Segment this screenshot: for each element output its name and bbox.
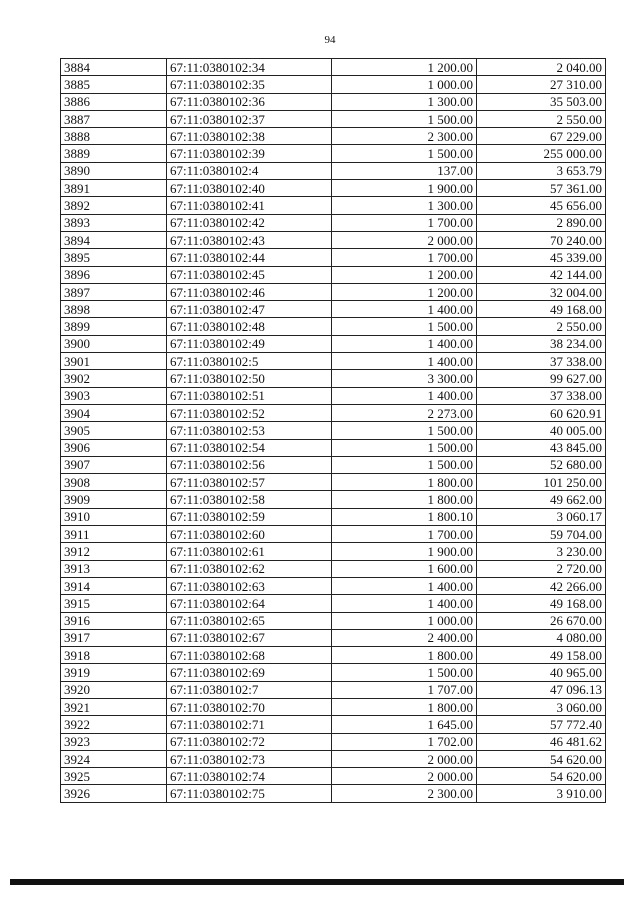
table-row bbox=[61, 664, 606, 681]
value-cell: 2 720.00 bbox=[477, 560, 606, 577]
table-row bbox=[61, 422, 606, 439]
table-row bbox=[61, 353, 606, 370]
value-cell: 2 550.00 bbox=[477, 318, 606, 335]
row-number-cell: 3917 bbox=[61, 629, 167, 646]
cadastral-number-cell: 67:11:0380102:35 bbox=[167, 76, 332, 93]
area-cell: 1 700.00 bbox=[332, 214, 477, 231]
value-cell: 60 620.91 bbox=[477, 404, 606, 421]
value-cell: 46 481.62 bbox=[477, 733, 606, 750]
table-row bbox=[61, 197, 606, 214]
area-cell: 1 000.00 bbox=[332, 612, 477, 629]
area-cell: 3 300.00 bbox=[332, 370, 477, 387]
table-row bbox=[61, 335, 606, 352]
cadastral-number-cell: 67:11:0380102:36 bbox=[167, 93, 332, 110]
area-cell: 2 000.00 bbox=[332, 231, 477, 248]
row-number-cell: 3896 bbox=[61, 266, 167, 283]
row-number-cell: 3889 bbox=[61, 145, 167, 162]
value-cell: 45 656.00 bbox=[477, 197, 606, 214]
cadastral-number-cell: 67:11:0380102:75 bbox=[167, 785, 332, 802]
row-number-cell: 3908 bbox=[61, 474, 167, 491]
area-cell: 1 400.00 bbox=[332, 577, 477, 594]
table-row bbox=[61, 456, 606, 473]
table-row bbox=[61, 612, 606, 629]
value-cell: 42 144.00 bbox=[477, 266, 606, 283]
area-cell: 2 273.00 bbox=[332, 404, 477, 421]
cadastral-number-cell: 67:11:0380102:40 bbox=[167, 180, 332, 197]
value-cell: 3 060.00 bbox=[477, 698, 606, 715]
value-cell: 47 096.13 bbox=[477, 681, 606, 698]
value-cell: 3 910.00 bbox=[477, 785, 606, 802]
table-row bbox=[61, 387, 606, 404]
table-row bbox=[61, 266, 606, 283]
table-row bbox=[61, 681, 606, 698]
value-cell: 67 229.00 bbox=[477, 128, 606, 145]
value-cell: 3 060.17 bbox=[477, 508, 606, 525]
cadastral-number-cell: 67:11:0380102:50 bbox=[167, 370, 332, 387]
value-cell: 54 620.00 bbox=[477, 750, 606, 767]
table-row bbox=[61, 76, 606, 93]
row-number-cell: 3904 bbox=[61, 404, 167, 421]
table-row bbox=[61, 750, 606, 767]
value-cell: 35 503.00 bbox=[477, 93, 606, 110]
row-number-cell: 3900 bbox=[61, 335, 167, 352]
table-row bbox=[61, 283, 606, 300]
cadastral-number-cell: 67:11:0380102:48 bbox=[167, 318, 332, 335]
area-cell: 1 702.00 bbox=[332, 733, 477, 750]
cadastral-number-cell: 67:11:0380102:49 bbox=[167, 335, 332, 352]
area-cell: 1 500.00 bbox=[332, 439, 477, 456]
table-row bbox=[61, 301, 606, 318]
value-cell: 40 965.00 bbox=[477, 664, 606, 681]
value-cell: 49 168.00 bbox=[477, 595, 606, 612]
table-row bbox=[61, 647, 606, 664]
table-row bbox=[61, 180, 606, 197]
row-number-cell: 3916 bbox=[61, 612, 167, 629]
cadastral-number-cell: 67:11:0380102:42 bbox=[167, 214, 332, 231]
value-cell: 37 338.00 bbox=[477, 353, 606, 370]
cadastral-number-cell: 67:11:0380102:54 bbox=[167, 439, 332, 456]
row-number-cell: 3907 bbox=[61, 456, 167, 473]
cadastral-number-cell: 67:11:0380102:69 bbox=[167, 664, 332, 681]
row-number-cell: 3893 bbox=[61, 214, 167, 231]
area-cell: 1 600.00 bbox=[332, 560, 477, 577]
value-cell: 57 772.40 bbox=[477, 716, 606, 733]
cadastral-number-cell: 67:11:0380102:67 bbox=[167, 629, 332, 646]
table-row bbox=[61, 162, 606, 179]
area-cell: 1 707.00 bbox=[332, 681, 477, 698]
cadastral-number-cell: 67:11:0380102:58 bbox=[167, 491, 332, 508]
table-row bbox=[61, 439, 606, 456]
row-number-cell: 3884 bbox=[61, 59, 167, 76]
value-cell: 45 339.00 bbox=[477, 249, 606, 266]
row-number-cell: 3909 bbox=[61, 491, 167, 508]
area-cell: 1 700.00 bbox=[332, 249, 477, 266]
cadastral-number-cell: 67:11:0380102:74 bbox=[167, 768, 332, 785]
row-number-cell: 3901 bbox=[61, 353, 167, 370]
area-cell: 1 400.00 bbox=[332, 595, 477, 612]
row-number-cell: 3921 bbox=[61, 698, 167, 715]
value-cell: 43 845.00 bbox=[477, 439, 606, 456]
cadastral-number-cell: 67:11:0380102:52 bbox=[167, 404, 332, 421]
value-cell: 49 168.00 bbox=[477, 301, 606, 318]
table-row bbox=[61, 698, 606, 715]
area-cell: 137.00 bbox=[332, 162, 477, 179]
value-cell: 255 000.00 bbox=[477, 145, 606, 162]
area-cell: 1 500.00 bbox=[332, 456, 477, 473]
value-cell: 27 310.00 bbox=[477, 76, 606, 93]
cadastral-number-cell: 67:11:0380102:61 bbox=[167, 543, 332, 560]
value-cell: 40 005.00 bbox=[477, 422, 606, 439]
value-cell: 3 653.79 bbox=[477, 162, 606, 179]
area-cell: 1 900.00 bbox=[332, 543, 477, 560]
area-cell: 1 400.00 bbox=[332, 387, 477, 404]
table-row bbox=[61, 474, 606, 491]
cadastral-number-cell: 67:11:0380102:41 bbox=[167, 197, 332, 214]
cadastral-number-cell: 67:11:0380102:46 bbox=[167, 283, 332, 300]
row-number-cell: 3888 bbox=[61, 128, 167, 145]
cadastral-number-cell: 67:11:0380102:62 bbox=[167, 560, 332, 577]
row-number-cell: 3924 bbox=[61, 750, 167, 767]
row-number-cell: 3903 bbox=[61, 387, 167, 404]
value-cell: 99 627.00 bbox=[477, 370, 606, 387]
value-cell: 2 890.00 bbox=[477, 214, 606, 231]
area-cell: 1 500.00 bbox=[332, 318, 477, 335]
area-cell: 1 500.00 bbox=[332, 664, 477, 681]
area-cell: 2 000.00 bbox=[332, 750, 477, 767]
row-number-cell: 3902 bbox=[61, 370, 167, 387]
value-cell: 2 550.00 bbox=[477, 110, 606, 127]
area-cell: 1 300.00 bbox=[332, 197, 477, 214]
area-cell: 1 400.00 bbox=[332, 301, 477, 318]
row-number-cell: 3898 bbox=[61, 301, 167, 318]
area-cell: 2 400.00 bbox=[332, 629, 477, 646]
area-cell: 2 300.00 bbox=[332, 128, 477, 145]
table-row bbox=[61, 249, 606, 266]
row-number-cell: 3911 bbox=[61, 526, 167, 543]
table-row bbox=[61, 404, 606, 421]
value-cell: 54 620.00 bbox=[477, 768, 606, 785]
row-number-cell: 3885 bbox=[61, 76, 167, 93]
cadastral-number-cell: 67:11:0380102:60 bbox=[167, 526, 332, 543]
area-cell: 1 500.00 bbox=[332, 422, 477, 439]
cadastral-number-cell: 67:11:0380102:57 bbox=[167, 474, 332, 491]
table-row bbox=[61, 560, 606, 577]
value-cell: 70 240.00 bbox=[477, 231, 606, 248]
cadastral-number-cell: 67:11:0380102:45 bbox=[167, 266, 332, 283]
row-number-cell: 3892 bbox=[61, 197, 167, 214]
table-row bbox=[61, 93, 606, 110]
cadastral-number-cell: 67:11:0380102:73 bbox=[167, 750, 332, 767]
value-cell: 37 338.00 bbox=[477, 387, 606, 404]
area-cell: 1 900.00 bbox=[332, 180, 477, 197]
area-cell: 1 800.00 bbox=[332, 491, 477, 508]
table-row bbox=[61, 59, 606, 76]
cadastral-number-cell: 67:11:0380102:4 bbox=[167, 162, 332, 179]
value-cell: 2 040.00 bbox=[477, 59, 606, 76]
area-cell: 1 000.00 bbox=[332, 76, 477, 93]
area-cell: 2 000.00 bbox=[332, 768, 477, 785]
row-number-cell: 3897 bbox=[61, 283, 167, 300]
area-cell: 1 400.00 bbox=[332, 335, 477, 352]
row-number-cell: 3910 bbox=[61, 508, 167, 525]
cadastral-number-cell: 67:11:0380102:37 bbox=[167, 110, 332, 127]
row-number-cell: 3919 bbox=[61, 664, 167, 681]
area-cell: 2 300.00 bbox=[332, 785, 477, 802]
cadastral-number-cell: 67:11:0380102:59 bbox=[167, 508, 332, 525]
row-number-cell: 3895 bbox=[61, 249, 167, 266]
area-cell: 1 500.00 bbox=[332, 145, 477, 162]
registry-table-body bbox=[61, 59, 606, 803]
area-cell: 1 800.00 bbox=[332, 647, 477, 664]
cadastral-number-cell: 67:11:0380102:53 bbox=[167, 422, 332, 439]
value-cell: 49 662.00 bbox=[477, 491, 606, 508]
area-cell: 1 200.00 bbox=[332, 283, 477, 300]
table-row bbox=[61, 370, 606, 387]
row-number-cell: 3890 bbox=[61, 162, 167, 179]
value-cell: 42 266.00 bbox=[477, 577, 606, 594]
cadastral-number-cell: 67:11:0380102:44 bbox=[167, 249, 332, 266]
area-cell: 1 645.00 bbox=[332, 716, 477, 733]
bottom-rule-divider bbox=[10, 879, 624, 885]
table-row bbox=[61, 128, 606, 145]
value-cell: 59 704.00 bbox=[477, 526, 606, 543]
value-cell: 49 158.00 bbox=[477, 647, 606, 664]
registry-table bbox=[60, 58, 606, 803]
cadastral-number-cell: 67:11:0380102:64 bbox=[167, 595, 332, 612]
table-row bbox=[61, 543, 606, 560]
row-number-cell: 3920 bbox=[61, 681, 167, 698]
cadastral-number-cell: 67:11:0380102:71 bbox=[167, 716, 332, 733]
row-number-cell: 3918 bbox=[61, 647, 167, 664]
area-cell: 1 800.00 bbox=[332, 474, 477, 491]
area-cell: 1 200.00 bbox=[332, 59, 477, 76]
area-cell: 1 400.00 bbox=[332, 353, 477, 370]
table-row bbox=[61, 629, 606, 646]
area-cell: 1 700.00 bbox=[332, 526, 477, 543]
value-cell: 57 361.00 bbox=[477, 180, 606, 197]
cadastral-number-cell: 67:11:0380102:56 bbox=[167, 456, 332, 473]
row-number-cell: 3923 bbox=[61, 733, 167, 750]
cadastral-number-cell: 67:11:0380102:7 bbox=[167, 681, 332, 698]
table-row bbox=[61, 716, 606, 733]
cadastral-number-cell: 67:11:0380102:38 bbox=[167, 128, 332, 145]
value-cell: 4 080.00 bbox=[477, 629, 606, 646]
page-number: 94 bbox=[324, 34, 336, 46]
value-cell: 26 670.00 bbox=[477, 612, 606, 629]
table-row bbox=[61, 231, 606, 248]
row-number-cell: 3912 bbox=[61, 543, 167, 560]
value-cell: 3 230.00 bbox=[477, 543, 606, 560]
row-number-cell: 3915 bbox=[61, 595, 167, 612]
row-number-cell: 3922 bbox=[61, 716, 167, 733]
row-number-cell: 3894 bbox=[61, 231, 167, 248]
row-number-cell: 3925 bbox=[61, 768, 167, 785]
row-number-cell: 3914 bbox=[61, 577, 167, 594]
table-row bbox=[61, 526, 606, 543]
table-row bbox=[61, 508, 606, 525]
row-number-cell: 3906 bbox=[61, 439, 167, 456]
row-number-cell: 3887 bbox=[61, 110, 167, 127]
row-number-cell: 3913 bbox=[61, 560, 167, 577]
row-number-cell: 3905 bbox=[61, 422, 167, 439]
area-cell: 1 800.10 bbox=[332, 508, 477, 525]
value-cell: 38 234.00 bbox=[477, 335, 606, 352]
cadastral-number-cell: 67:11:0380102:43 bbox=[167, 231, 332, 248]
cadastral-number-cell: 67:11:0380102:65 bbox=[167, 612, 332, 629]
area-cell: 1 800.00 bbox=[332, 698, 477, 715]
table-row bbox=[61, 577, 606, 594]
table-row bbox=[61, 491, 606, 508]
cadastral-number-cell: 67:11:0380102:70 bbox=[167, 698, 332, 715]
cadastral-number-cell: 67:11:0380102:34 bbox=[167, 59, 332, 76]
row-number-cell: 3886 bbox=[61, 93, 167, 110]
row-number-cell: 3899 bbox=[61, 318, 167, 335]
area-cell: 1 300.00 bbox=[332, 93, 477, 110]
cadastral-number-cell: 67:11:0380102:63 bbox=[167, 577, 332, 594]
table-row bbox=[61, 110, 606, 127]
cadastral-number-cell: 67:11:0380102:39 bbox=[167, 145, 332, 162]
area-cell: 1 500.00 bbox=[332, 110, 477, 127]
row-number-cell: 3926 bbox=[61, 785, 167, 802]
value-cell: 32 004.00 bbox=[477, 283, 606, 300]
value-cell: 101 250.00 bbox=[477, 474, 606, 491]
value-cell: 52 680.00 bbox=[477, 456, 606, 473]
cadastral-number-cell: 67:11:0380102:5 bbox=[167, 353, 332, 370]
table-row bbox=[61, 214, 606, 231]
area-cell: 1 200.00 bbox=[332, 266, 477, 283]
cadastral-number-cell: 67:11:0380102:47 bbox=[167, 301, 332, 318]
table-row bbox=[61, 595, 606, 612]
cadastral-number-cell: 67:11:0380102:68 bbox=[167, 647, 332, 664]
cadastral-number-cell: 67:11:0380102:72 bbox=[167, 733, 332, 750]
table-row bbox=[61, 785, 606, 802]
table-row bbox=[61, 768, 606, 785]
cadastral-number-cell: 67:11:0380102:51 bbox=[167, 387, 332, 404]
table-row bbox=[61, 145, 606, 162]
table-row bbox=[61, 318, 606, 335]
table-row bbox=[61, 733, 606, 750]
row-number-cell: 3891 bbox=[61, 180, 167, 197]
